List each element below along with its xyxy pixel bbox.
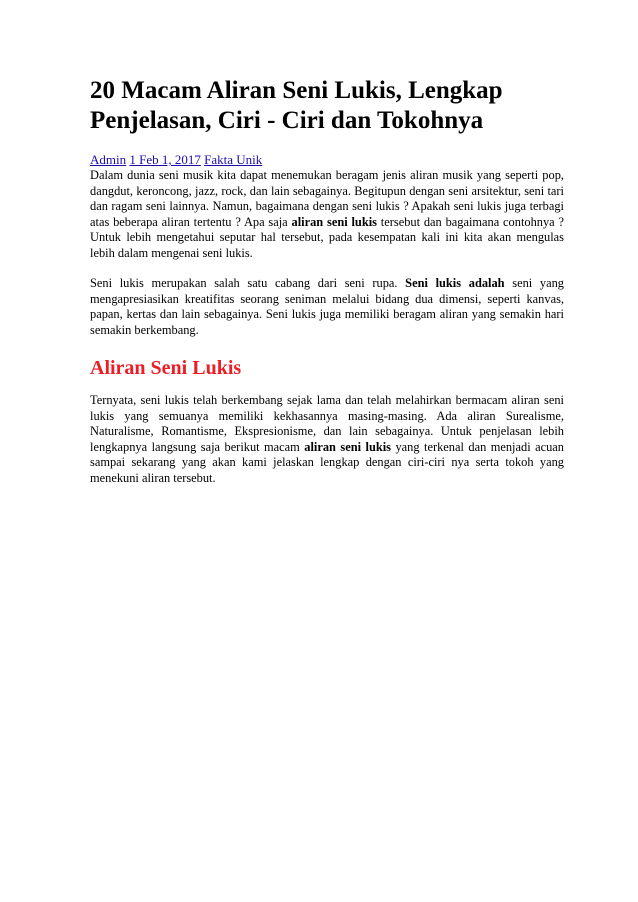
paragraph-text: seni yang mengapresiasikan kreatifitas seorang seniman melalui bidang dua dimensi, seperti kanvas, papan, kertas dan lain sebagainya. Seni lukis juga memiliki beragam aliran yang semakin hari semakin berkembang.	[90, 276, 564, 337]
paragraph-text: Ternyata, seni lukis telah berkembang sejak lama dan telah melahirkan bermacam aliran seni lukis yang semuanya memiliki kekhasannya masing-masing. Ada aliran Surealisme, Naturalisme, Romantisme, Ekspresionisme, dan lain sebagainya. Untuk penjelasan lebih lengkapnya langsung saja berikut macam	[90, 393, 564, 454]
bold-keyword: aliran seni lukis	[291, 214, 377, 229]
section-heading: Aliran Seni Lukis	[90, 357, 242, 379]
paragraph-definition	[90, 276, 564, 338]
category-link[interactable]: Fakta Unik	[204, 152, 263, 167]
bold-keyword: aliran seni lukis	[304, 439, 392, 454]
bold-keyword: Seni lukis adalah	[405, 276, 505, 290]
article	[90, 76, 564, 486]
article-title: 20 Macam Aliran Seni Lukis, Lengkap Penjelasan, Ciri - Ciri dan Tokohnya	[90, 77, 503, 134]
paragraph-text: yang terkenal dan menjadi acuan sampai sekarang yang akan kami jelaskan lengkap dengan ciri-ciri nya serta tokoh yang menekuni aliran tersebut.	[90, 439, 564, 485]
article-meta	[90, 152, 564, 168]
paragraph-intro	[90, 168, 564, 261]
paragraph-text: Dalam dunia seni musik kita dapat menemukan beragam jenis aliran musik yang seperti pop, dangdut, keroncong, jazz, rock, dan lain sebagainya. Begitupun dengan seni arsitektur, seni tari dan ragam seni lainnya. Namun, bagaimana dengan seni lukis ? Apakah seni lukis juga terbagi atas beberapa aliran tertentu ? Apa saja	[90, 168, 564, 229]
paragraph-aliran	[90, 393, 564, 486]
paragraph-text: tersebut dan bagaimana contohnya ? Untuk lebih mengetahui seputar hal tersebut, pada kesempatan kali ini kita akan mengulas lebih dalam mengenai seni lukis.	[90, 214, 564, 260]
paragraph-text: Seni lukis merupakan salah satu cabang dari seni rupa.	[90, 276, 406, 290]
date-link[interactable]: 1 Feb 1, 2017	[129, 152, 201, 167]
author-link[interactable]: Admin	[90, 152, 127, 167]
